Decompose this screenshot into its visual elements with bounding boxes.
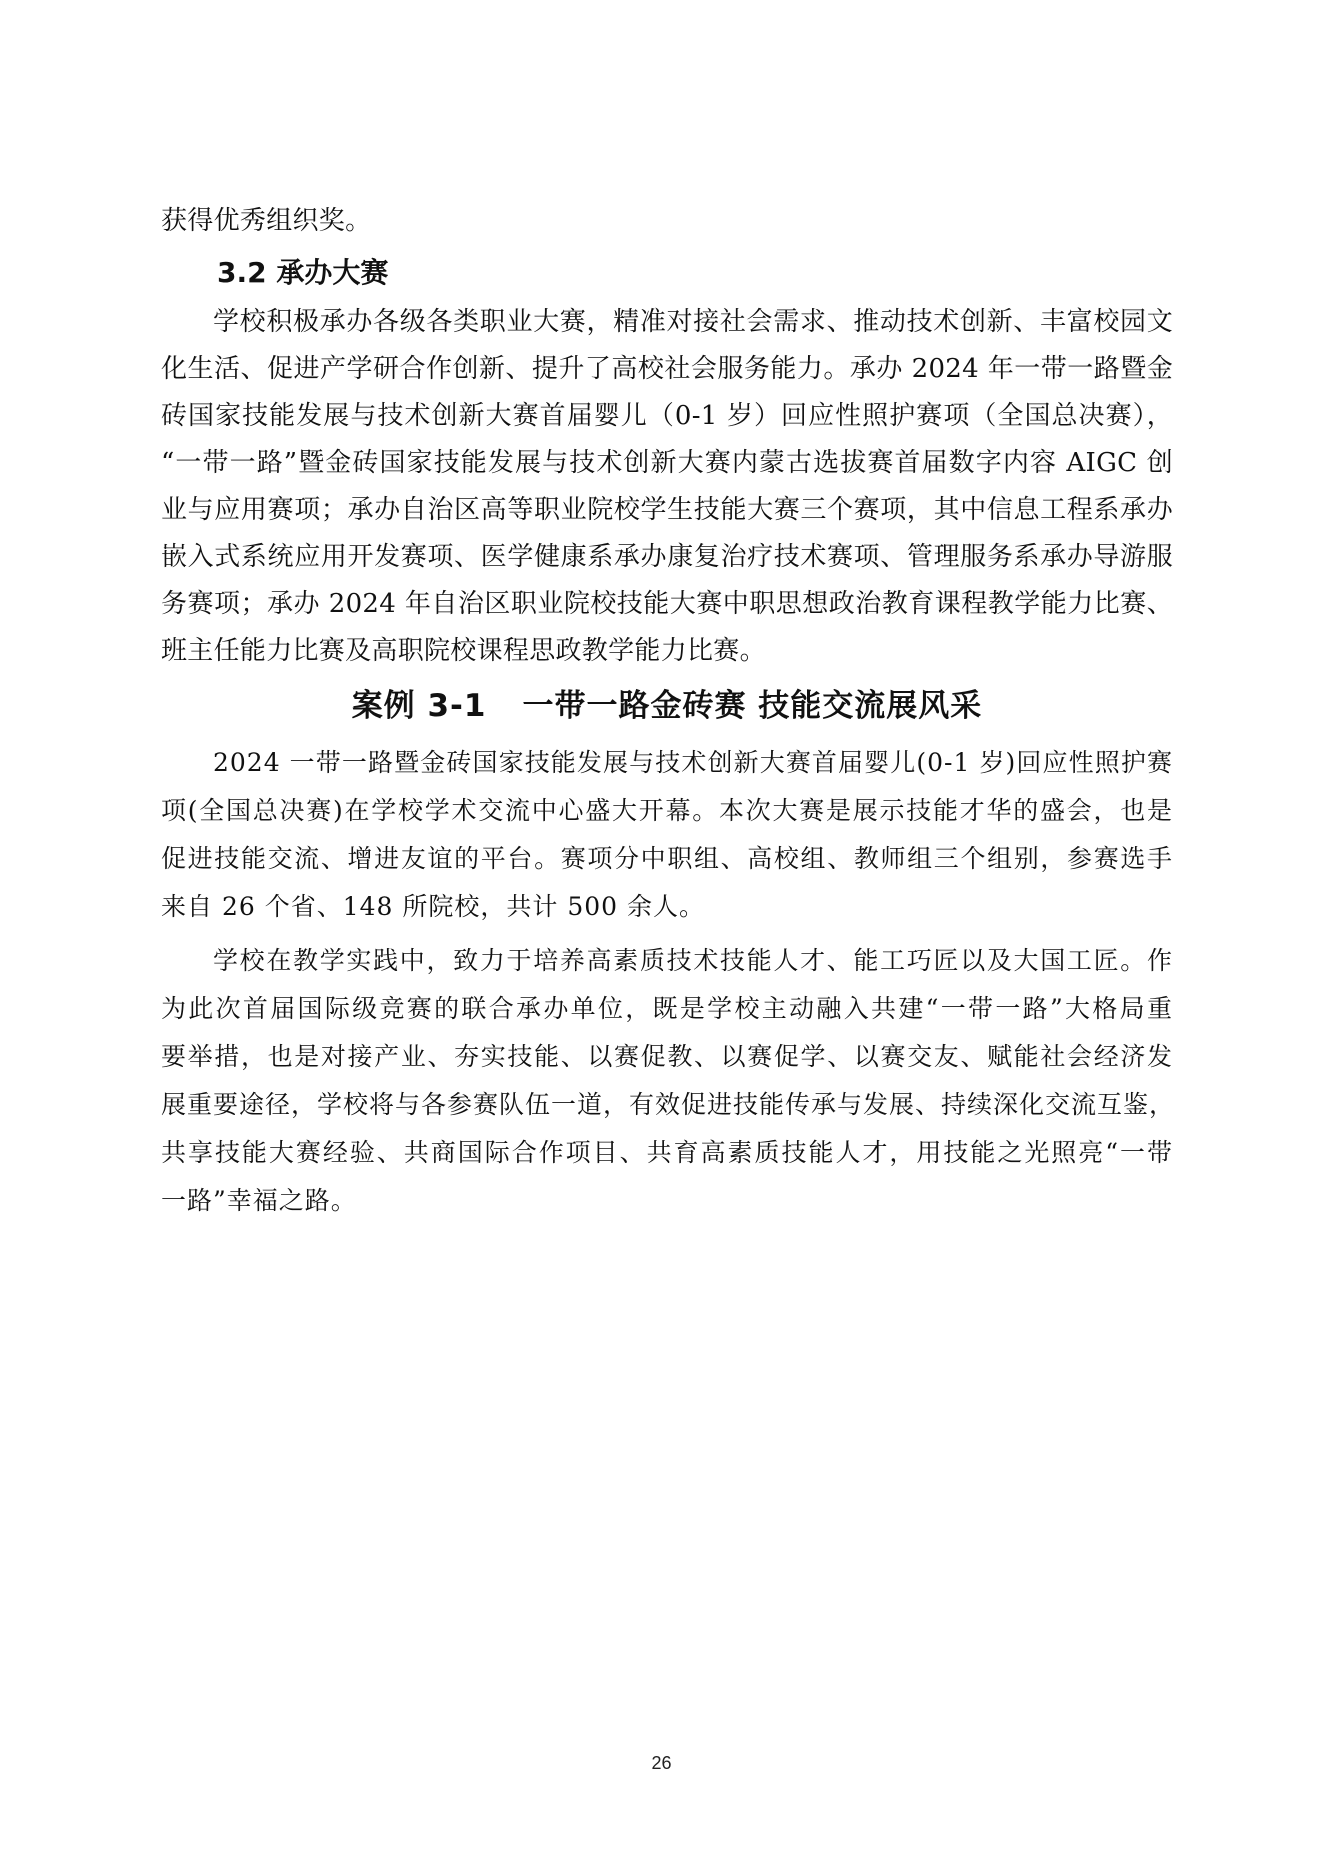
paragraph-line: 为此次首届国际级竞赛的联合承办单位，既是学校主动融入共建“一带一路”大格局重 [161, 994, 1173, 1023]
paragraph-line: 砖国家技能发展与技术创新大赛首届婴儿（0-1 岁）回应性照护赛项（全国总决赛）， [161, 401, 1173, 431]
case-label: 案例 3-1 [351, 688, 487, 724]
paragraph-line: 学校在教学实践中，致力于培养高素质技术技能人才、能工巧匠以及大国工匠。作 [213, 946, 1173, 975]
paragraph-line: 务赛项；承办 2024 年自治区职业院校技能大赛中职思想政治教育课程教学能力比赛、 [161, 589, 1173, 619]
paragraph-line: 项(全国总决赛)在学校学术交流中心盛大开幕。本次大赛是展示技能才华的盛会，也是 [161, 796, 1173, 825]
lead-line: 获得优秀组织奖。 [161, 206, 372, 236]
paragraph-line: 促进技能交流、增进友谊的平台。赛项分中职组、高校组、教师组三个组别，参赛选手 [161, 844, 1173, 873]
paragraph-line: 嵌入式系统应用开发赛项、医学健康系承办康复治疗技术赛项、管理服务系承办导游服 [161, 542, 1173, 572]
section-paragraph [161, 299, 1173, 675]
paragraph-line: 班主任能力比赛及高职院校课程思政教学能力比赛。 [161, 636, 766, 666]
paragraph-line: 业与应用赛项；承办自治区高等职业院校学生技能大赛三个赛项，其中信息工程系承办 [161, 495, 1173, 525]
paragraph-line: 展重要途径，学校将与各参赛队伍一道，有效促进技能传承与发展、持续深化交流互鉴， [161, 1090, 1176, 1119]
paragraph-line: “一带一路”暨金砖国家技能发展与技术创新大赛内蒙古选拔赛首届数字内容 AIGC 创 [161, 448, 1173, 478]
case-paragraph [161, 937, 1176, 1225]
paragraph-line: 来自 26 个省、148 所院校，共计 500 余人。 [161, 892, 705, 921]
section-heading: 3.2 承办大赛 [217, 256, 389, 289]
paragraph-line: 要举措，也是对接产业、夯实技能、以赛促教、以赛促学、以赛交友、赋能社会经济发 [161, 1042, 1173, 1071]
paragraph-line: 学校积极承办各级各类职业大赛，精准对接社会需求、推动技术创新、丰富校园文 [213, 307, 1173, 337]
page-content [161, 198, 1176, 1231]
paragraph-line: 2024 一带一路暨金砖国家技能发展与技术创新大赛首届婴儿(0-1 岁)回应性照护赛 [213, 748, 1173, 777]
paragraph-line: 化生活、促进产学研合作创新、提升了高校社会服务能力。承办 2024 年一带一路暨金 [161, 354, 1173, 384]
paragraph-line: 共享技能大赛经验、共商国际合作项目、共育高素质技能人才，用技能之光照亮“一带 [161, 1138, 1173, 1167]
case-heading [161, 677, 1173, 735]
page-number: 26 [651, 1753, 672, 1773]
case-paragraph [161, 739, 1173, 931]
paragraph-line: 一路”幸福之路。 [161, 1186, 357, 1215]
case-title: 一带一路金砖赛 技能交流展风采 [522, 688, 983, 724]
